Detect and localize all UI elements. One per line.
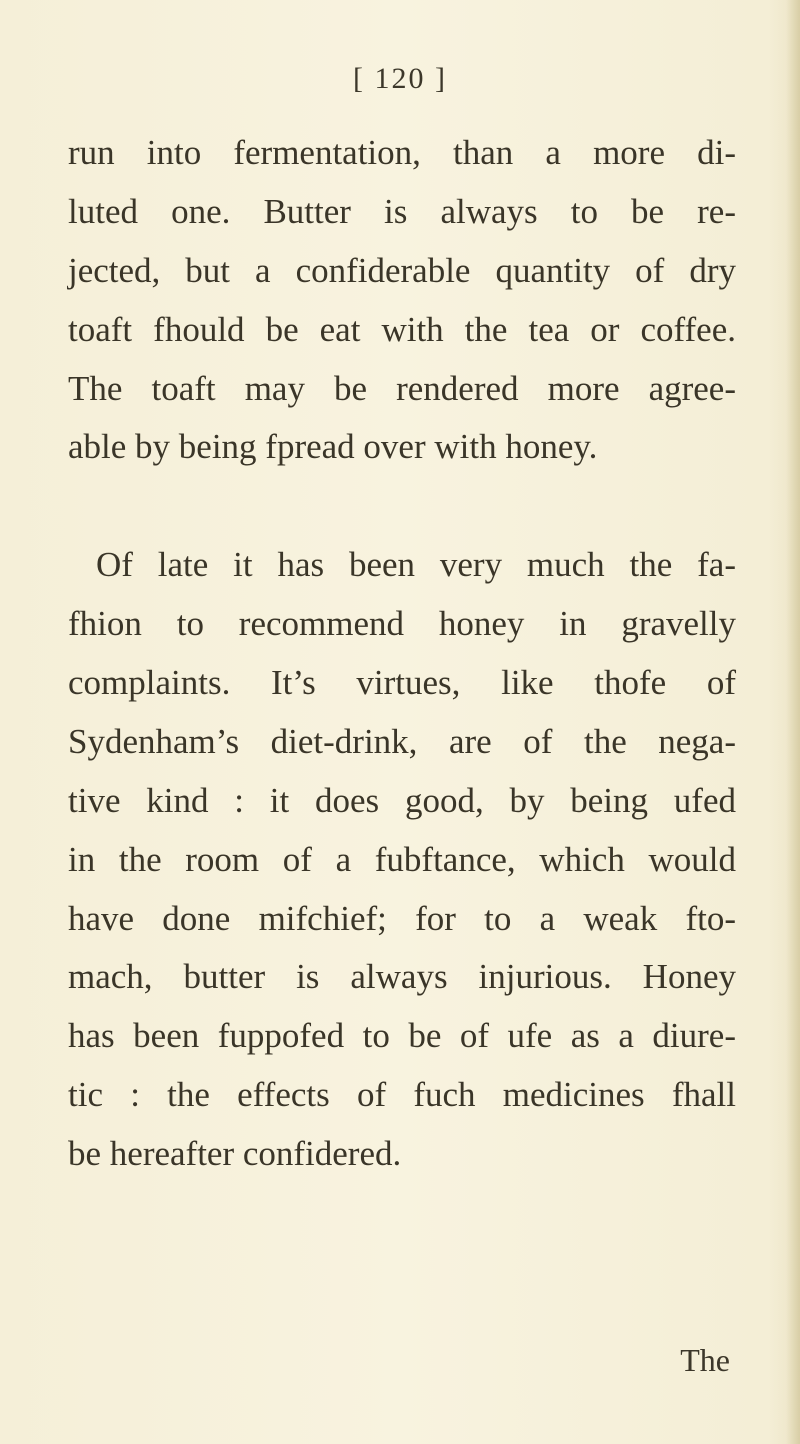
- text-line: run into fermentation, than a more di-: [68, 133, 736, 172]
- text-line: Sydenham’s diet-drink, are of the nega-: [68, 721, 736, 761]
- text-line: tic : the effects of fuch medicines fhall: [68, 1075, 736, 1115]
- text-line: jected, but a confiderable quantity of dry: [68, 250, 736, 290]
- text-line: have done mifchief; for to a weak fto-: [68, 898, 736, 938]
- page-number-header: [ 120 ]: [353, 62, 447, 95]
- page-edge-shadow: [786, 0, 800, 1444]
- text-line: luted one. Butter is always to be re-: [68, 191, 736, 231]
- text-line: mach, butter is always injurious. Honey: [68, 957, 736, 997]
- text-line: The toaft may be rendered more agree-: [68, 368, 736, 408]
- body-text: [68, 124, 736, 1184]
- text-line: be hereafter confidered.: [68, 1134, 402, 1174]
- text-line: toaft fhould be eat with the tea or coffee.: [68, 309, 736, 349]
- text-line: in the room of a fubftance, which would: [68, 839, 736, 879]
- text-line: fhion to recommend honey in gravelly: [68, 604, 736, 644]
- text-line: tive kind : it does good, by being ufed: [68, 780, 736, 820]
- text-line: complaints. It’s virtues, like thofe of: [68, 663, 736, 703]
- text-line: able by being fpread over with honey.: [68, 427, 598, 467]
- paragraph-gap: [68, 477, 736, 536]
- text-line: has been fuppofed to be of ufe as a diure-: [68, 1016, 736, 1056]
- text-line: Of late it has been very much the fa-: [96, 545, 736, 585]
- catchword: The: [680, 1342, 730, 1378]
